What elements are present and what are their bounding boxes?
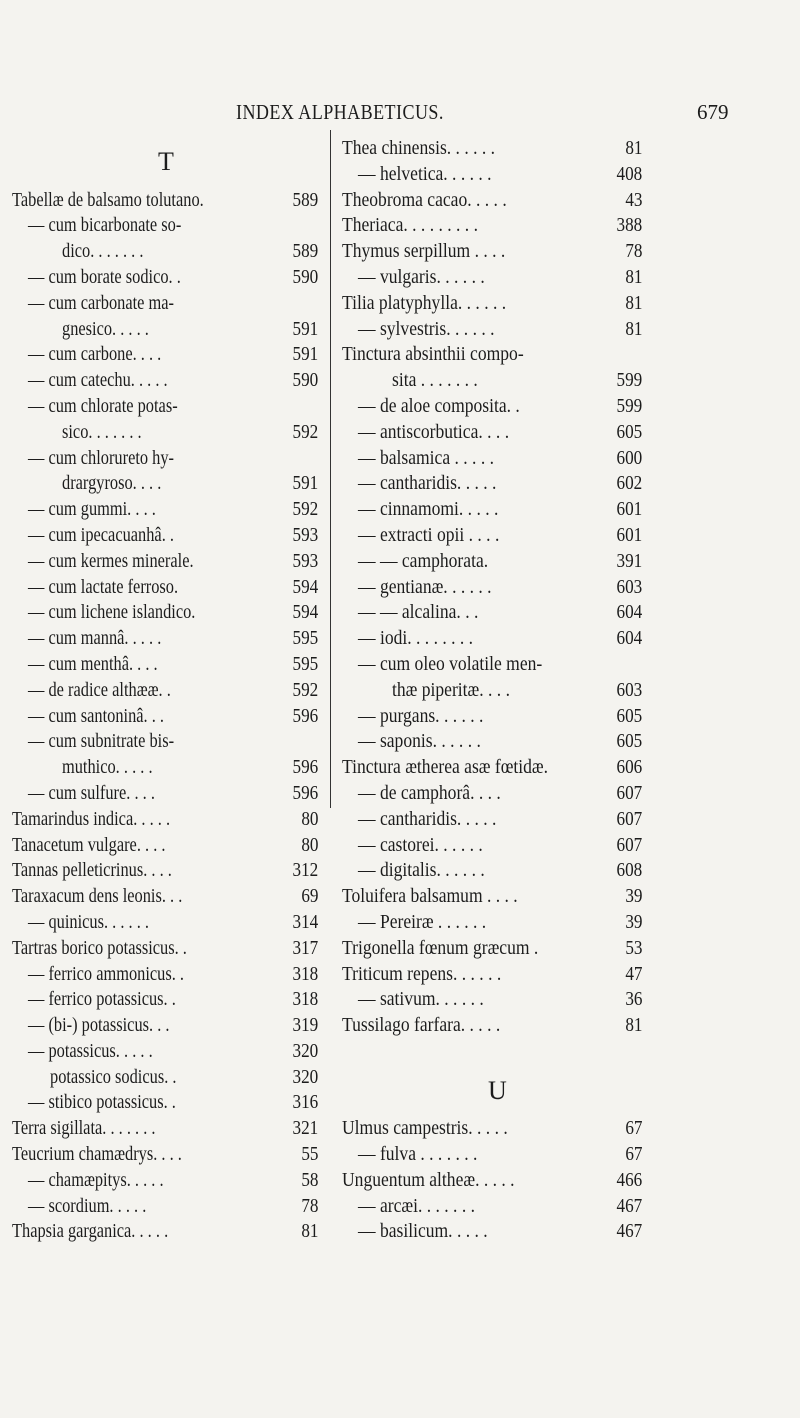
entry-page-number: 319 xyxy=(292,1015,318,1037)
entry-page-number: 594 xyxy=(292,602,318,624)
entry-page-number: 317 xyxy=(292,937,318,959)
entry-term: Theobroma cacao. . . . . xyxy=(342,189,507,211)
entry-page-number: 595 xyxy=(292,628,318,650)
index-entry xyxy=(12,368,318,394)
entry-page-number: 39 xyxy=(624,886,642,908)
entry-term: — digitalis. . . . . . xyxy=(358,860,485,882)
entry-term: — cum carbonate ma- xyxy=(28,292,174,314)
entry-page-number: 36 xyxy=(624,989,642,1011)
entry-page-number: 320 xyxy=(292,1066,318,1088)
entry-term: Thymus serpillum . . . . xyxy=(342,241,506,263)
entry-term: thæ piperitæ. . . . xyxy=(392,679,510,701)
entry-page-number: 47 xyxy=(624,963,642,985)
entry-page-number: 608 xyxy=(616,860,642,882)
entry-term: — gentianæ. . . . . . xyxy=(358,576,492,598)
index-entry xyxy=(342,1116,642,1142)
entry-term: — fulva . . . . . . . xyxy=(358,1144,478,1166)
entry-term: Tamarindus indica. . . . . xyxy=(12,808,171,830)
entry-page-number: 467 xyxy=(616,1195,642,1217)
index-entry xyxy=(342,936,642,962)
index-column-left xyxy=(12,136,318,1245)
entry-term: — cum kermes minerale. xyxy=(28,550,194,572)
entry-page-number: 67 xyxy=(624,1118,642,1140)
entry-term: — cum subnitrate bis- xyxy=(28,731,175,753)
index-entry xyxy=(342,1013,642,1039)
index-entry xyxy=(12,755,318,781)
index-entry xyxy=(342,1142,642,1168)
index-entry xyxy=(342,342,642,368)
entry-term: — antiscorbutica. . . . xyxy=(358,421,510,443)
entry-term: — vulgaris. . . . . . xyxy=(358,266,485,288)
entry-page-number: 596 xyxy=(292,705,318,727)
index-entry xyxy=(342,471,642,497)
entry-term: — cum mannâ. . . . . xyxy=(28,628,162,650)
entry-page-number: 321 xyxy=(292,1118,318,1140)
entry-page-number: 318 xyxy=(292,963,318,985)
entry-page-number: 607 xyxy=(616,834,642,856)
index-entry xyxy=(342,368,642,394)
entry-term: — de aloe composita. . xyxy=(358,395,520,417)
entry-term: gnesico. . . . . xyxy=(62,318,149,340)
entry-page-number: 607 xyxy=(616,782,642,804)
entry-term: sico. . . . . . . xyxy=(62,421,142,443)
index-entry xyxy=(12,704,318,730)
entry-page-number: 606 xyxy=(616,757,642,779)
entry-page-number: 593 xyxy=(292,524,318,546)
index-entry xyxy=(12,1039,318,1065)
entry-page-number: 318 xyxy=(292,989,318,1011)
column-divider xyxy=(330,130,331,808)
entry-term: — de camphorâ. . . . xyxy=(358,782,501,804)
entry-term: Tartras borico potassicus. . xyxy=(12,937,187,959)
index-entry xyxy=(12,394,318,420)
index-entry xyxy=(12,1142,318,1168)
entry-page-number: 592 xyxy=(292,499,318,521)
entry-page-number: 466 xyxy=(616,1169,642,1191)
entry-term: — basilicum. . . . . xyxy=(358,1221,488,1243)
entry-page-number: 391 xyxy=(616,550,642,572)
entry-page-number: 81 xyxy=(624,292,642,314)
entry-page-number: 39 xyxy=(624,911,642,933)
entry-page-number: 590 xyxy=(292,370,318,392)
entry-page-number: 67 xyxy=(624,1144,642,1166)
index-entry xyxy=(342,523,642,549)
entry-term: — de radice althææ. . xyxy=(28,679,171,701)
entry-term: — cum borate sodico. . xyxy=(28,266,181,288)
entry-term: — cum bicarbonate so- xyxy=(28,215,182,237)
index-entry xyxy=(12,833,318,859)
entry-term: muthico. . . . . xyxy=(62,757,153,779)
entry-page-number: 81 xyxy=(624,1015,642,1037)
index-entry xyxy=(12,1013,318,1039)
entry-page-number: 601 xyxy=(616,499,642,521)
index-entry xyxy=(12,807,318,833)
index-entry xyxy=(12,781,318,807)
entry-term: — cinnamomi. . . . . xyxy=(358,499,499,521)
index-entry xyxy=(12,858,318,884)
entry-term: Unguentum altheæ. . . . . xyxy=(342,1169,515,1191)
entry-term: sita . . . . . . . xyxy=(392,370,478,392)
index-entry xyxy=(12,291,318,317)
index-entry xyxy=(342,265,642,291)
entry-term: Tussilago farfara. . . . . xyxy=(342,1015,501,1037)
entry-page-number: 80 xyxy=(300,834,318,856)
index-entry xyxy=(12,1219,318,1245)
entry-term: — — alcalina. . . xyxy=(358,602,479,624)
entry-page-number: 603 xyxy=(616,576,642,598)
index-entry xyxy=(342,807,642,833)
index-entry xyxy=(12,497,318,523)
entry-term: Tanacetum vulgare. . . . xyxy=(12,834,166,856)
index-entry xyxy=(12,549,318,575)
entry-term: — sylvestris. . . . . . xyxy=(358,318,495,340)
index-column-right xyxy=(342,136,642,1245)
section-gap xyxy=(342,1039,642,1065)
index-entry xyxy=(342,162,642,188)
section-letter: U xyxy=(488,1075,507,1105)
entry-term: — cum lactate ferroso. xyxy=(28,576,179,598)
entry-page-number: 596 xyxy=(292,757,318,779)
index-entry xyxy=(342,497,642,523)
index-entry xyxy=(12,1116,318,1142)
index-entry xyxy=(12,678,318,704)
entry-term: — Pereiræ . . . . . . xyxy=(358,911,487,933)
entry-page-number: 320 xyxy=(292,1040,318,1062)
index-entry xyxy=(342,833,642,859)
index-entry xyxy=(342,858,642,884)
entry-page-number: 602 xyxy=(616,473,642,495)
entry-page-number: 605 xyxy=(616,421,642,443)
index-entry xyxy=(342,394,642,420)
index-entry xyxy=(12,626,318,652)
entry-term: Teucrium chamædrys. . . . xyxy=(12,1144,182,1166)
entry-term: Taraxacum dens leonis. . . xyxy=(12,886,183,908)
entry-page-number: 408 xyxy=(616,163,642,185)
entry-page-number: 388 xyxy=(616,215,642,237)
index-entry xyxy=(342,317,642,343)
running-header xyxy=(0,100,800,126)
index-entry xyxy=(342,600,642,626)
index-entry xyxy=(12,936,318,962)
entry-term: drargyroso. . . . xyxy=(62,473,162,495)
entry-page-number: 80 xyxy=(300,808,318,830)
index-entry xyxy=(342,420,642,446)
index-entry xyxy=(12,729,318,755)
entry-page-number: 591 xyxy=(292,318,318,340)
index-entry xyxy=(342,729,642,755)
entry-page-number: 595 xyxy=(292,653,318,675)
entry-page-number: 601 xyxy=(616,524,642,546)
entry-page-number: 314 xyxy=(292,911,318,933)
index-entry xyxy=(342,678,642,704)
entry-term: — cantharidis. . . . . xyxy=(358,473,497,495)
entry-term: — cantharidis. . . . . xyxy=(358,808,497,830)
index-entry xyxy=(12,317,318,343)
entry-page-number: 591 xyxy=(292,473,318,495)
entry-page-number: 591 xyxy=(292,344,318,366)
entry-page-number: 607 xyxy=(616,808,642,830)
index-entry xyxy=(342,704,642,730)
header-title: INDEX ALPHABETICUS. xyxy=(236,100,444,124)
entry-term: — cum catechu. . . . . xyxy=(28,370,168,392)
index-entry xyxy=(12,1168,318,1194)
entry-term: Thapsia garganica. . . . . xyxy=(12,1221,169,1243)
entry-term: Ulmus campestris. . . . . xyxy=(342,1118,508,1140)
entry-term: — cum gummi. . . . xyxy=(28,499,156,521)
index-entry xyxy=(12,188,318,214)
entry-term: — cum lichene islandico. xyxy=(28,602,196,624)
entry-term: — sativum. . . . . . xyxy=(358,989,484,1011)
index-entry xyxy=(342,575,642,601)
index-entry xyxy=(342,910,642,936)
page-number: 679 xyxy=(697,100,729,124)
entry-term: — stibico potassicus. . xyxy=(28,1092,176,1114)
entry-page-number: 599 xyxy=(616,395,642,417)
entry-page-number: 81 xyxy=(624,266,642,288)
index-entry xyxy=(342,136,642,162)
index-entry xyxy=(342,987,642,1013)
entry-page-number: 312 xyxy=(292,860,318,882)
entry-term: potassico sodicus. . xyxy=(50,1066,177,1088)
entry-term: — balsamica . . . . . xyxy=(358,447,494,469)
index-entry xyxy=(342,1194,642,1220)
entry-page-number: 69 xyxy=(300,886,318,908)
entry-page-number: 53 xyxy=(624,937,642,959)
entry-page-number: 58 xyxy=(300,1169,318,1191)
entry-page-number: 605 xyxy=(616,705,642,727)
entry-term: — cum carbone. . . . xyxy=(28,344,162,366)
entry-term: — chamæpitys. . . . . xyxy=(28,1169,164,1191)
index-entry xyxy=(12,342,318,368)
entry-term: — cum chlorate potas- xyxy=(28,395,178,417)
index-entry xyxy=(12,265,318,291)
entry-page-number: 593 xyxy=(292,550,318,572)
index-entry xyxy=(342,755,642,781)
index-entry xyxy=(12,1194,318,1220)
index-entry xyxy=(12,1090,318,1116)
entry-page-number: 78 xyxy=(624,241,642,263)
index-entry xyxy=(342,446,642,472)
entry-page-number: 590 xyxy=(292,266,318,288)
entry-page-number: 592 xyxy=(292,421,318,443)
entry-page-number: 55 xyxy=(300,1144,318,1166)
index-entry xyxy=(342,652,642,678)
entry-term: — cum sulfure. . . . xyxy=(28,782,155,804)
entry-term: Tinctura absinthii compo- xyxy=(342,344,524,366)
index-entry xyxy=(12,962,318,988)
entry-page-number: 600 xyxy=(616,447,642,469)
entry-term: — cum chlorureto hy- xyxy=(28,447,175,469)
entry-term: — arcæi. . . . . . . xyxy=(358,1195,475,1217)
entry-page-number: 594 xyxy=(292,576,318,598)
index-entry xyxy=(12,239,318,265)
entry-term: — ferrico ammonicus. . xyxy=(28,963,185,985)
entry-page-number: 43 xyxy=(624,189,642,211)
entry-term: — saponis. . . . . . xyxy=(358,731,481,753)
entry-page-number: 467 xyxy=(616,1221,642,1243)
entry-term: dico. . . . . . . xyxy=(62,241,144,263)
entry-term: — (bi-) potassicus. . . xyxy=(28,1015,170,1037)
entry-term: — iodi. . . . . . . . xyxy=(358,628,474,650)
index-entry xyxy=(342,239,642,265)
entry-term: Trigonella fœnum græcum . xyxy=(342,937,539,959)
index-entry xyxy=(12,575,318,601)
entry-page-number: 603 xyxy=(616,679,642,701)
index-entry xyxy=(12,1065,318,1091)
index-entry xyxy=(12,600,318,626)
index-entry xyxy=(12,523,318,549)
entry-term: — cum menthâ. . . . xyxy=(28,653,158,675)
entry-page-number: 605 xyxy=(616,731,642,753)
entry-page-number: 592 xyxy=(292,679,318,701)
entry-page-number: 589 xyxy=(292,241,318,263)
index-entry xyxy=(342,626,642,652)
index-entry xyxy=(342,213,642,239)
index-entry xyxy=(342,291,642,317)
index-entry xyxy=(12,213,318,239)
entry-term: Theriaca. . . . . . . . . xyxy=(342,215,478,237)
index-entry xyxy=(342,884,642,910)
entry-term: — potassicus. . . . . xyxy=(28,1040,153,1062)
index-entry xyxy=(342,1168,642,1194)
entry-term: Triticum repens. . . . . . xyxy=(342,963,502,985)
entry-term: Tinctura ætherea asæ fœtidæ. xyxy=(342,757,549,779)
entry-term: — cum santoninâ. . . xyxy=(28,705,165,727)
index-entry xyxy=(342,1219,642,1245)
entry-term: — castorei. . . . . . xyxy=(358,834,483,856)
index-entry xyxy=(12,910,318,936)
entry-page-number: 316 xyxy=(292,1092,318,1114)
index-entry xyxy=(342,549,642,575)
entry-term: — purgans. . . . . . xyxy=(358,705,484,727)
entry-term: — ferrico potassicus. . xyxy=(28,989,176,1011)
index-entry xyxy=(342,188,642,214)
entry-term: — cum ipecacuanhâ. . xyxy=(28,524,174,546)
index-entry xyxy=(12,987,318,1013)
entry-term: — helvetica. . . . . . xyxy=(358,163,492,185)
entry-term: Tannas pelleticrinus. . . . xyxy=(12,860,172,882)
index-entry xyxy=(12,446,318,472)
index-entry xyxy=(342,781,642,807)
entry-term: Tilia platyphylla. . . . . . xyxy=(342,292,507,314)
entry-term: — quinicus. . . . . . xyxy=(28,911,150,933)
entry-page-number: 81 xyxy=(300,1221,318,1243)
entry-page-number: 604 xyxy=(616,628,642,650)
index-entry xyxy=(12,652,318,678)
section-letter: T xyxy=(158,147,174,176)
entry-term: — cum oleo volatile men- xyxy=(358,653,543,675)
entry-term: — scordium. . . . . xyxy=(28,1195,147,1217)
entry-page-number: 604 xyxy=(616,602,642,624)
entry-term: Tabellæ de balsamo tolutano. xyxy=(12,189,204,211)
entry-page-number: 81 xyxy=(624,138,642,159)
entry-page-number: 589 xyxy=(292,189,318,211)
entry-term: Thea chinensis. . . . . . xyxy=(342,138,496,159)
index-entry xyxy=(12,884,318,910)
entry-page-number: 596 xyxy=(292,782,318,804)
entry-page-number: 81 xyxy=(624,318,642,340)
entry-term: — — camphorata. xyxy=(358,550,489,572)
index-entry xyxy=(342,962,642,988)
entry-term: — extracti opii . . . . xyxy=(358,524,500,546)
index-entry xyxy=(12,471,318,497)
entry-page-number: 599 xyxy=(616,370,642,392)
entry-term: Terra sigillata. . . . . . . xyxy=(12,1118,156,1140)
entry-term: Toluifera balsamum . . . . xyxy=(342,886,518,908)
entry-page-number: 78 xyxy=(300,1195,318,1217)
index-entry xyxy=(12,420,318,446)
